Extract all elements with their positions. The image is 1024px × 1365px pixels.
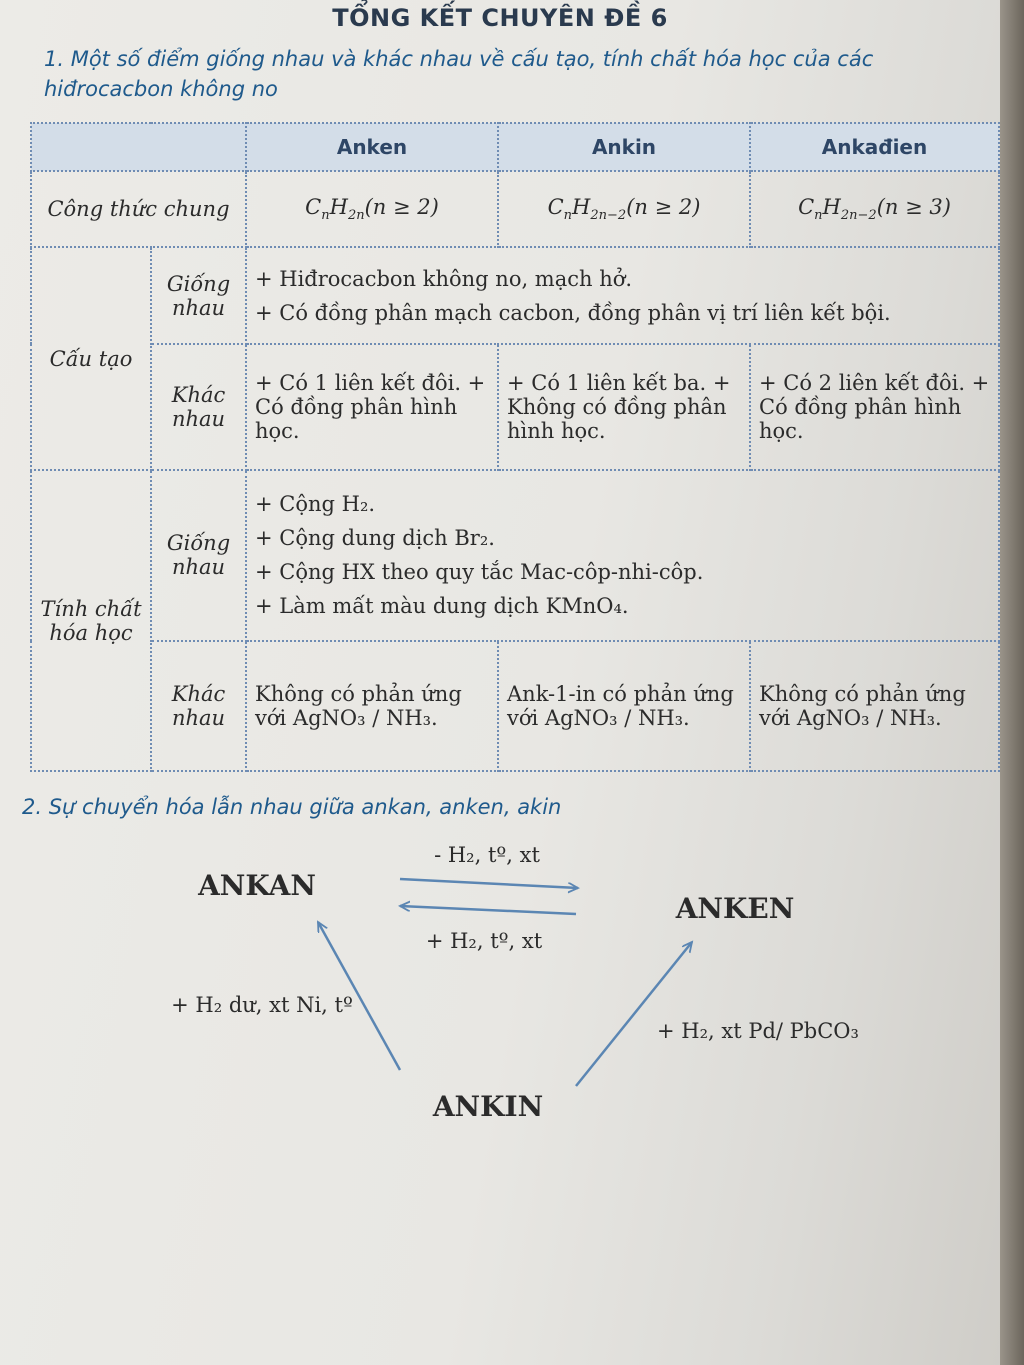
header-ankin: Ankin <box>498 123 750 171</box>
book-edge <box>1000 0 1024 1365</box>
chem-same-line: + Cộng dung dịch Br₂. <box>255 526 495 551</box>
structure-label: Cấu tạo <box>31 247 151 470</box>
arrow-anken-to-ankan <box>400 906 576 914</box>
chem-diff-ankin: Ank-1-in có phản ứng với AgNO₃ / NH₃. <box>498 641 750 771</box>
structure-diff-label: Khác nhau <box>151 344 246 470</box>
structure-diff-ankadien: + Có 2 liên kết đôi. + Có đồng phân hình học. <box>750 344 999 470</box>
formula-ankadien: $C_nH_{2n-2}(n \ge 3)$ <box>750 171 999 247</box>
general-formula-label: Công thức chung <box>31 171 246 247</box>
structure-same-cell <box>246 247 999 343</box>
page-title: TỔNG KẾT CHUYÊN ĐỀ 6 <box>332 4 668 32</box>
chem-same-cell <box>246 470 999 641</box>
chem-same-line: + Cộng H₂. <box>255 492 376 517</box>
section-1-heading: 1. Một số điểm giống nhau và khác nhau về cấu tạo, tính chất hóa học của các hiđrocacbon không no <box>44 47 874 101</box>
table-header-row <box>31 123 999 171</box>
chem-diff-anken: Không có phản ứng với AgNO₃ / NH₃. <box>246 641 498 771</box>
node-ankan: ANKAN <box>198 869 316 902</box>
header-ankadien: Ankađien <box>750 123 999 171</box>
table-row-structure-diff <box>31 344 999 470</box>
structure-same-line: + Có đồng phân mạch cacbon, đồng phân vị trí liên kết bội. <box>255 300 891 325</box>
header-blank <box>31 123 246 171</box>
structure-same-label: Giống nhau <box>151 247 246 343</box>
arrow-ankin-to-anken <box>576 942 692 1086</box>
arrow-ankan-to-anken <box>400 879 578 888</box>
formula-ankin: $C_nH_{2n-2}(n \ge 2)$ <box>498 171 750 247</box>
table-row-structure-same <box>31 247 999 343</box>
node-anken: ANKEN <box>675 892 795 925</box>
comparison-table <box>30 122 1000 772</box>
section-2-heading: 2. Sự chuyển hóa lẫn nhau giữa ankan, anken, akin <box>22 795 562 819</box>
label-hydrogenation: + H₂, tº, xt <box>425 929 543 953</box>
chem-same-label: Giống nhau <box>151 470 246 641</box>
label-ankin-to-anken: + H₂, xt Pd/ PbCO₃ <box>657 1019 859 1043</box>
node-ankin: ANKIN <box>432 1090 544 1123</box>
chem-same-line: + Cộng HX theo quy tắc Mac-côp-nhi-côp. <box>255 560 704 585</box>
table-row-chem-diff <box>31 641 999 771</box>
table-row-chem-same <box>31 470 999 641</box>
table-row-formula <box>31 171 999 247</box>
chem-diff-ankadien: Không có phản ứng với AgNO₃ / NH₃. <box>750 641 999 771</box>
conversion-diagram <box>0 830 1000 1150</box>
structure-diff-anken: + Có 1 liên kết đôi. + Có đồng phân hình học. <box>246 344 498 470</box>
structure-diff-ankin: + Có 1 liên kết ba. + Không có đồng phân hình học. <box>498 344 750 470</box>
chem-diff-label: Khác nhau <box>151 641 246 771</box>
label-dehydrogenation: - H₂, tº, xt <box>434 843 540 867</box>
chem-same-line: + Làm mất màu dung dịch KMnO₄. <box>255 594 629 619</box>
header-anken: Anken <box>246 123 498 171</box>
structure-same-line: + Hiđrocacbon không no, mạch hở. <box>255 266 633 291</box>
label-ankin-to-ankan: + H₂ dư, xt Ni, tº <box>171 993 353 1017</box>
formula-anken: $C_nH_{2n}(n \ge 2)$ <box>246 171 498 247</box>
chem-label: Tính chất hóa học <box>31 470 151 771</box>
